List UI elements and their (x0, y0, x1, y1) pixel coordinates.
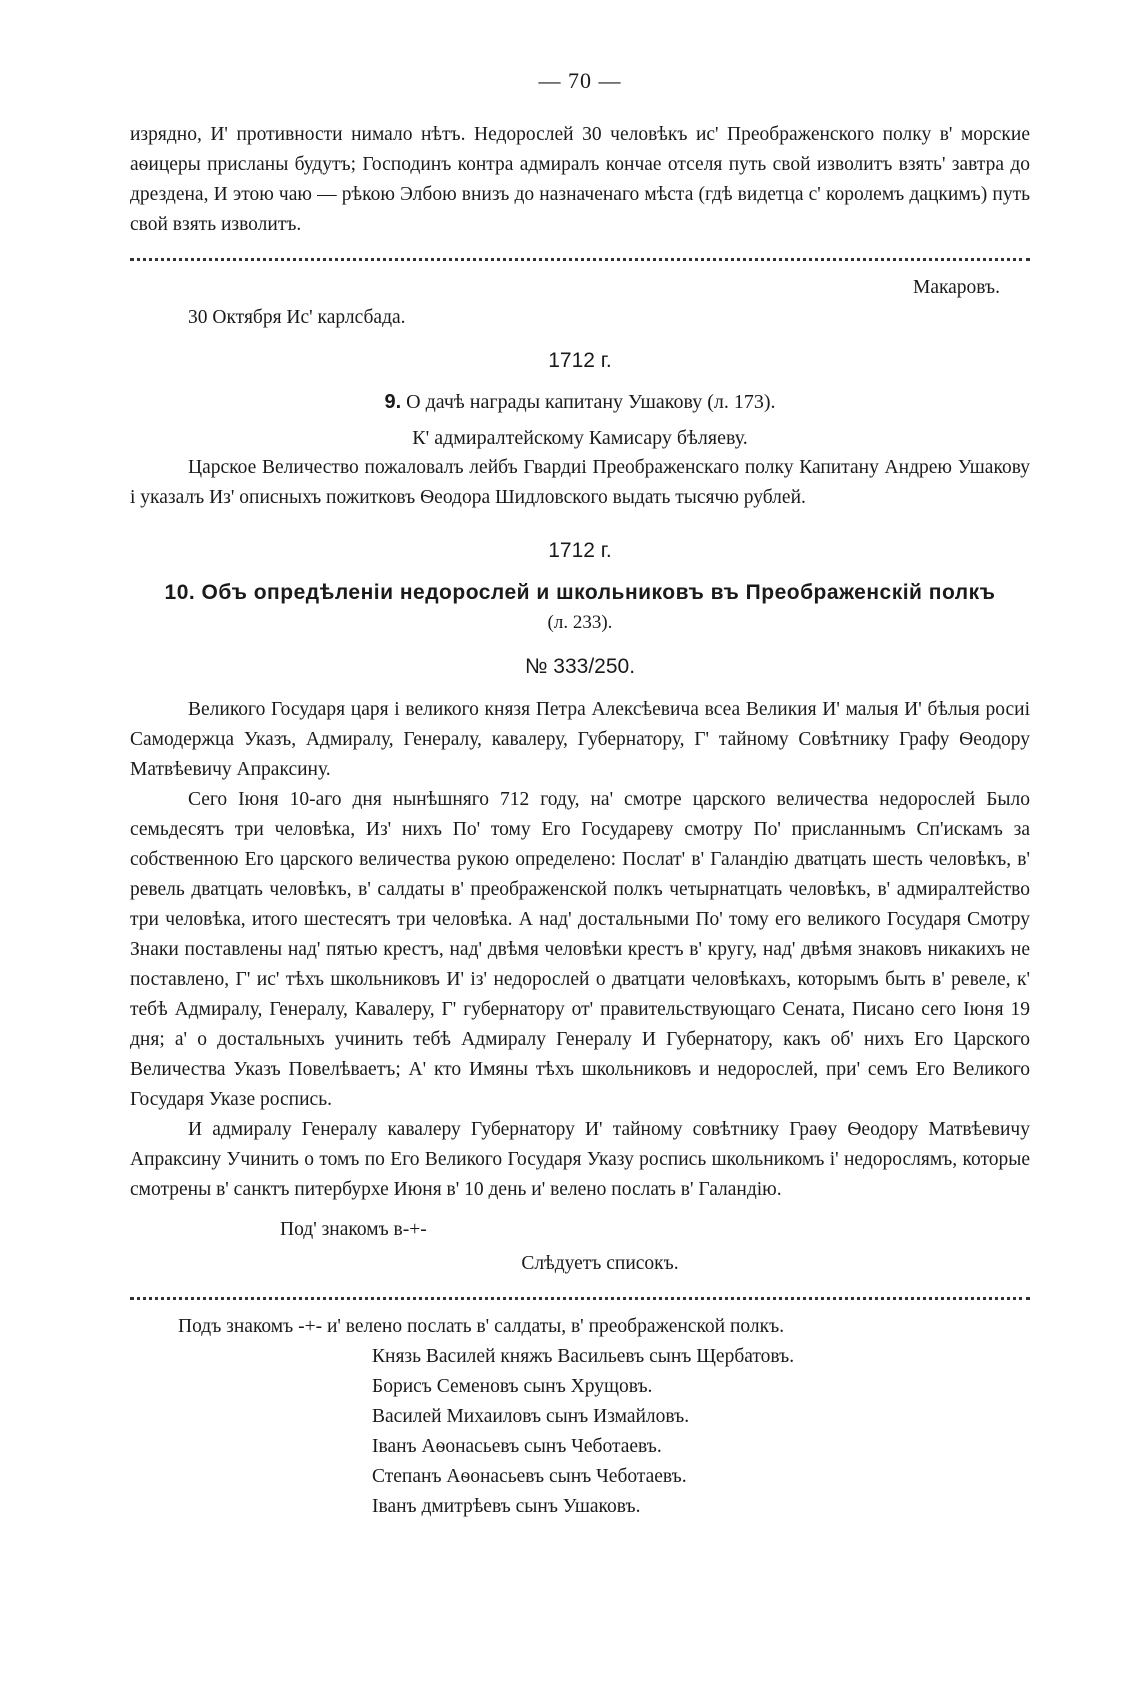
dotted-separator (130, 248, 1030, 261)
section-10-year: 1712 г. (548, 539, 612, 562)
list-item: Василей Михаиловъ сынъ Измайловъ. (372, 1406, 690, 1427)
section-9-number: 9. (384, 391, 402, 413)
list-follows: Слѣдуетъ списокъ. (521, 1253, 679, 1274)
section-9-addressee: К' адмиралтейскому Камисару бѣляеву. (412, 427, 748, 449)
section-10-title: 10. Объ опредѣленіи недорослей и школьниковъ въ Преображенскій полкъ (164, 581, 996, 604)
section-10-paragraph-2: Сего Іюня 10-аго дня нынѣшняго 712 году, на' смотре царского величества недорослей Было семьдесятъ три человѣка, Из' нихъ По' тому Его Государеву смотру По' присланнымъ Сп'искамъ за собственною Его царского величества рукою определено: Послат' в' Галандію дватцать шесть человѣкъ, в' ревель дватцать человѣкъ, в' салдаты в' преображенской полкъ четырнатцать человѣкъ, в' адмиралтейство три человѣка, итого шестесятъ три человѣка. А над' достальными По' тому его великого Государя Смотру Знаки поставлены над' пятью крестъ, над' двѣмя человѣки крестъ в' кругу, над' двѣмя знаковъ никакихъ не поставлено, Г' ис' тѣхъ школьниковъ И' із' недорослей о дватцати человѣкахъ, которымъ быть в' ревеле, к' тебѣ Адмиралу, Генералу, Кавалеру, Г' губернатору от' правительствующаго Сената, Писано сего Іюня 19 дня; а' о достальныхъ учинить тебѣ Адмиралу Генералу И Губернатору, какъ об' нихъ Его Царского Величества Указъ Повелѣваетъ; А' кто Имяны тѣхъ школьниковъ и недорослей, при' семъ Его Великого Государя Указе роспись. (130, 789, 1030, 1110)
section-10-paragraph-3: И адмиралу Генералу кавалеру Губернатору И' тайному совѣтнику Граѳу Ѳеодору Матвѣевичу Апраксину Учинить о томъ по Его Великого Государя Указу роспись школьникомъ і' недорослямъ, которые смотрены в' санктъ питербурхе Июня в' 10 день и' велено послать в' Галандію. (130, 1119, 1030, 1200)
date-line: 30 Октября Ис' карлсбада. (188, 307, 406, 328)
dotted-separator-2 (130, 1287, 1030, 1300)
list-item: Іванъ дмитрѣевъ сынъ Ушаковъ. (372, 1496, 641, 1517)
section-10-ref: (л. 233). (547, 612, 613, 633)
list-item: Борисъ Семеновъ сынъ Хрущовъ. (372, 1376, 653, 1397)
list-item: Іванъ Аѳонасьевъ сынъ Чеботаевъ. (372, 1436, 662, 1457)
section-9-heading (130, 387, 1030, 417)
signature-makarov: Макаровъ. (912, 277, 1000, 298)
document-page (130, 68, 1030, 1522)
names-list (130, 1342, 1030, 1522)
page-number: — 70 — (538, 68, 622, 93)
sign-line: Под' знакомъ в-+- (280, 1219, 427, 1240)
list-item: Степанъ Аѳонасьевъ сынъ Чеботаевъ. (372, 1466, 687, 1487)
section-9-text: Царское Величество пожаловалъ лейбъ Гвардиі Преображенскаго полку Капитану Андрею Ушакову і указалъ Из' описныхъ пожитковъ Ѳеодора Шидловского выдать тысячю рублей. (130, 457, 1030, 508)
list-header: Подъ знакомъ -+- и' велено послать в' салдаты, в' преображенской полкъ. (178, 1316, 785, 1337)
top-paragraph: изрядно, И' противности нимало нѣтъ. Недорослей 30 человѣкъ ис' Преображенского полку в' морские аѳицеры присланы будутъ; Господинъ контра адмиралъ кончае отселя путь свой изволитъ взять' завтра до дрездена, И этою чаю — рѣкою Элбою внизъ до назначенаго мѣста (гдѣ видетца с' королемъ дацкимъ) путь свой взять изволитъ. (130, 124, 1030, 235)
section-9-title: О дачѣ награды капитану Ушакову (л. 173). (406, 391, 776, 413)
section-10-paragraph-1: Великого Государя царя і великого князя Петра Алексѣевича всеа Великия И' малыя И' бѣлыя росиі Самодержца Указъ, Адмиралу, Генералу, кавалеру, Губернатору, Г' тайному Совѣтнику Графу Ѳеодору Матвѣевичу Апраксину. (130, 699, 1030, 780)
list-item: Князь Василей княжъ Васильевъ сынъ Щербатовъ. (372, 1346, 795, 1367)
section-9-year: 1712 г. (548, 349, 612, 372)
document-number: № 333/250. (524, 655, 636, 678)
